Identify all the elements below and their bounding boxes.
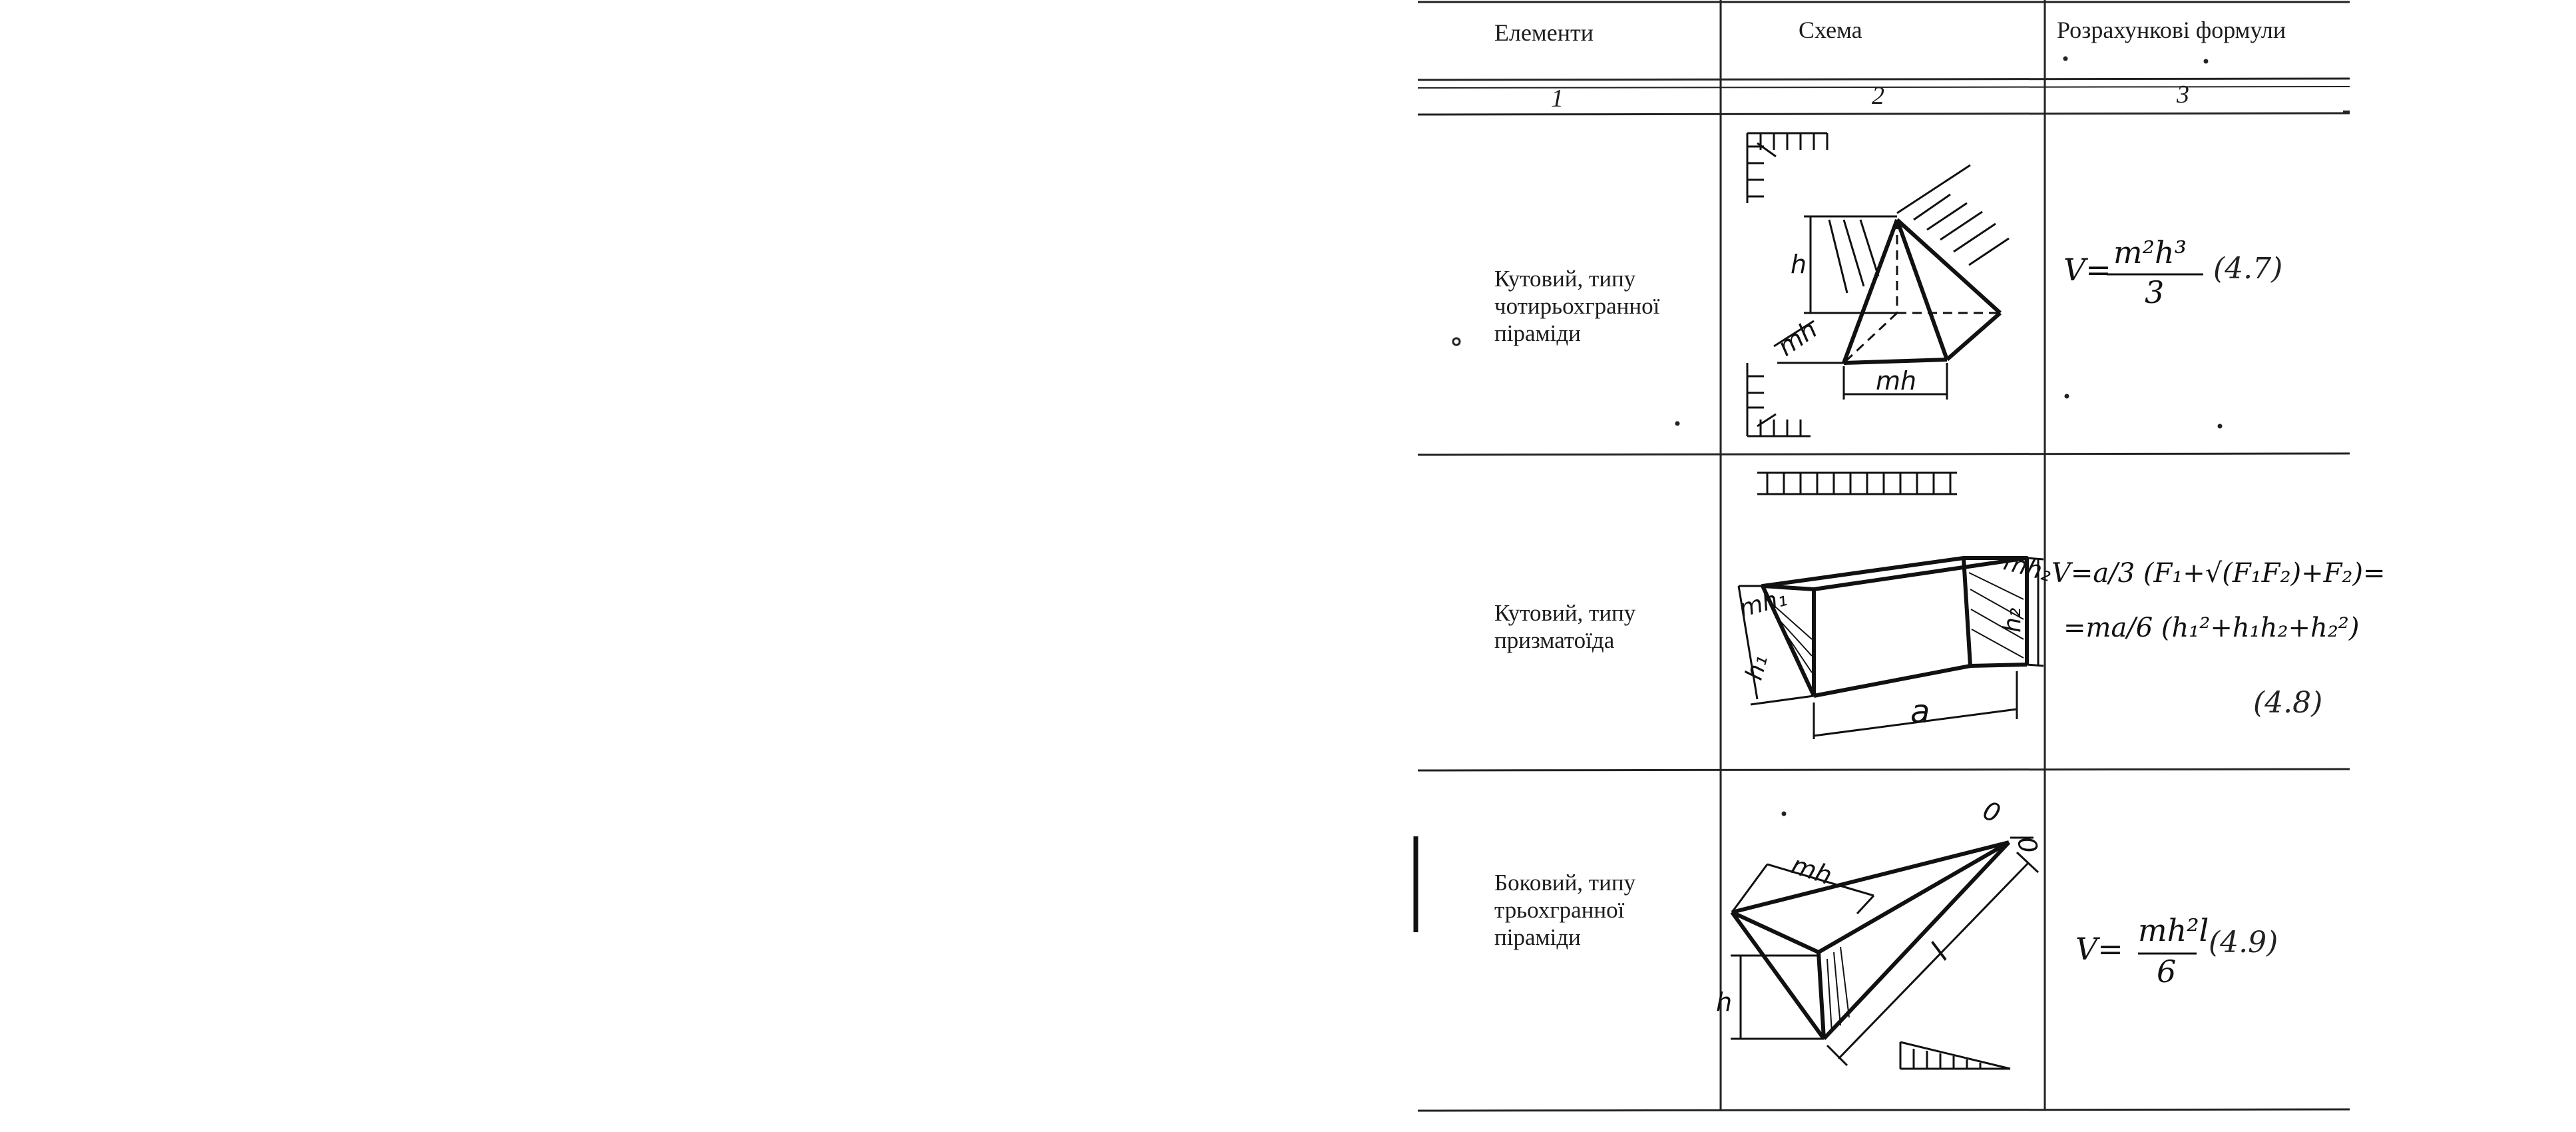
dim-label-mh: mh [1787,850,1836,891]
header-elements: Елементи [1494,19,1594,46]
element-row-2: Кутовий, типу призматоїда [1494,600,1636,653]
dim-label-l: l [1924,938,1956,967]
scheme-side-pyramid [1731,838,2038,1069]
formula-row-2-line-2: =ma/6 (h₁²+h₁h₂+h₂²) [2063,613,2360,643]
formula-row-1-numerator: m²h³ [2113,234,2187,270]
formula-row-1-lhs: V= [2063,252,2111,288]
dim-label-mh-side: mh [1772,314,1823,362]
dim-label-h2: h₂ [1999,607,2026,633]
column-number-2: 2 [1872,82,1884,110]
dim-label-mh2: mh₂ [2000,548,2055,587]
formula-row-3-lhs: V= [2075,931,2123,967]
dim-label-h1: h₁ [1740,652,1773,683]
element-row-1: Кутовий, типу чотирьохгранної піраміди [1494,266,1660,346]
formula-ref-4-7: (4.7) [2213,252,2283,286]
dim-label-a: a [1910,693,1930,730]
formula-row-3-denominator: 6 [2157,954,2177,990]
hatch-top-left [1747,133,1827,203]
slope-hatch [1900,1042,2010,1069]
header-scheme: Схема [1799,17,1862,43]
dim-label-h: h [1791,250,1807,279]
dim-label-zero-a: 0 [1979,795,2005,829]
column-number-3: 3 [2177,81,2189,109]
dim-label-mh-bottom: mh [1876,366,1917,396]
element-row-3: Боковий, типу трьохгранної піраміди [1494,870,1636,950]
dim-label-mh1: mh₁ [1736,584,1791,623]
hatch-bottom-left [1747,363,1811,436]
header-formulas: Розрахункові формули [2057,17,2286,43]
hatch-top [1757,473,1957,494]
column-number-1: 1 [1551,85,1564,113]
formula-row-3-numerator: mh²l [2138,912,2209,948]
dim-label-zero-b: 0 [2012,834,2043,856]
formula-ref-4-9: (4.9) [2209,926,2278,960]
formula-ref-4-8: (4.8) [2253,686,2323,720]
formula-row-1-denominator: 3 [2145,274,2165,310]
formula-row-2-line-1: V=a/3 (F₁+√(F₁F₂)+F₂)= [2051,558,2386,589]
dim-label-h: h [1716,988,1733,1017]
